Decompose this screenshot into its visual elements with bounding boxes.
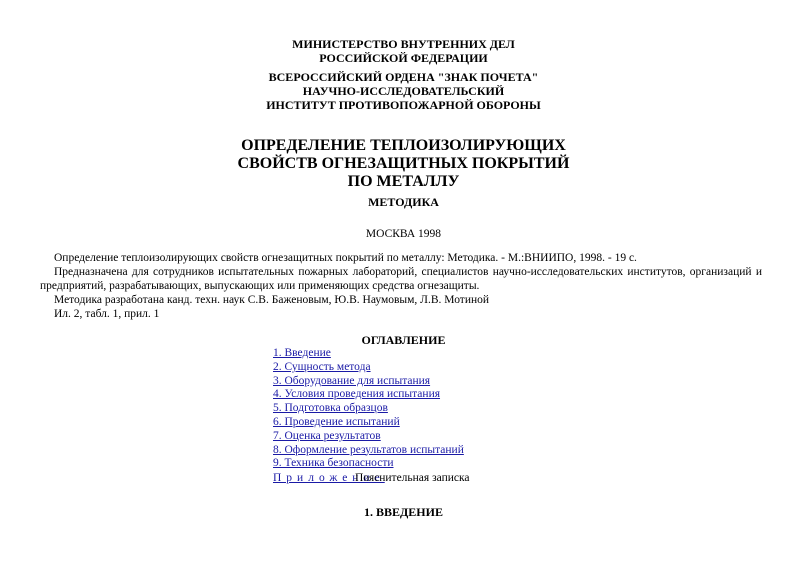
toc-item	[273, 347, 464, 361]
illustrations-paragraph: Ил. 2, табл. 1, прил. 1	[54, 308, 160, 320]
toc-appendix-note: Пояснительная записка	[355, 472, 470, 484]
institute-line-2: НАУЧНО-ИССЛЕДОВАТЕЛЬСКИЙ	[302, 84, 505, 98]
toc-link-testing[interactable]: 6. Проведение испытаний	[273, 415, 400, 428]
document-title-line-3: ПО МЕТАЛЛУ	[347, 173, 460, 190]
toc-item	[273, 375, 464, 389]
toc-appendix-row	[273, 471, 470, 485]
document-title-line-1: ОПРЕДЕЛЕНИЕ ТЕПЛОИЗОЛИРУЮЩИХ	[241, 137, 566, 154]
ministry-line-1: МИНИСТЕРСТВО ВНУТРЕННИХ ДЕЛ	[292, 37, 515, 51]
document-title-line-2: СВОЙСТВ ОГНЕЗАЩИТНЫХ ПОКРЫТИЙ	[237, 155, 570, 172]
toc-link-reporting[interactable]: 8. Оформление результатов испытаний	[273, 443, 464, 456]
document-subtitle: МЕТОДИКА	[368, 195, 439, 209]
toc-link-evaluation[interactable]: 7. Оценка результатов	[273, 429, 381, 442]
citation-paragraph: Определение теплоизолирующих свойств огнезащитных покрытий по металлу: Методика. - М.:ВНИИПО, 1998. - 19 с.	[54, 252, 637, 264]
toc-item	[273, 444, 464, 458]
toc-item	[273, 388, 464, 402]
authors-paragraph: Методика разработана канд. техн. наук С.В. Баженовым, Ю.В. Наумовым, Л.В. Мотиной	[54, 294, 490, 306]
toc-link-sample-preparation[interactable]: 5. Подготовка образцов	[273, 402, 388, 415]
toc-item	[273, 402, 464, 416]
ministry-line-2: РОССИЙСКОЙ ФЕДЕРАЦИИ	[319, 51, 488, 65]
institute-line-3: ИНСТИТУТ ПРОТИВОПОЖАРНОЙ ОБОРОНЫ	[266, 98, 541, 112]
toc-link-introduction[interactable]: 1. Введение	[273, 347, 331, 359]
place-and-year: МОСКВА 1998	[365, 228, 442, 240]
toc-item	[273, 430, 464, 444]
toc-heading: ОГЛАВЛЕНИЕ	[361, 333, 446, 347]
toc-link-equipment[interactable]: 3. Оборудование для испытания	[273, 374, 431, 387]
section-1-heading: 1. ВВЕДЕНИЕ	[364, 505, 443, 519]
toc-item	[273, 416, 464, 430]
toc-item	[273, 457, 464, 471]
institute-line-1: ВСЕРОССИЙСКИЙ ОРДЕНА "ЗНАК ПОЧЕТА"	[268, 70, 539, 84]
toc-link-method-essence[interactable]: 2. Сущность метода	[273, 360, 371, 373]
table-of-contents	[273, 347, 464, 471]
purpose-paragraph: Предназначена для сотрудников испытательных пожарных лабораторий, специалистов научно-исследовательских институтов, организаций и предприятий, разрабатывающих, выпускающих или применяющих средства огнезащиты.	[40, 266, 762, 292]
toc-link-safety[interactable]: 9. Техника безопасности	[273, 457, 394, 470]
toc-link-test-conditions[interactable]: 4. Условия проведения испытания	[273, 388, 441, 401]
toc-link-appendix[interactable]: Приложение	[273, 472, 385, 484]
toc-item	[273, 361, 464, 375]
